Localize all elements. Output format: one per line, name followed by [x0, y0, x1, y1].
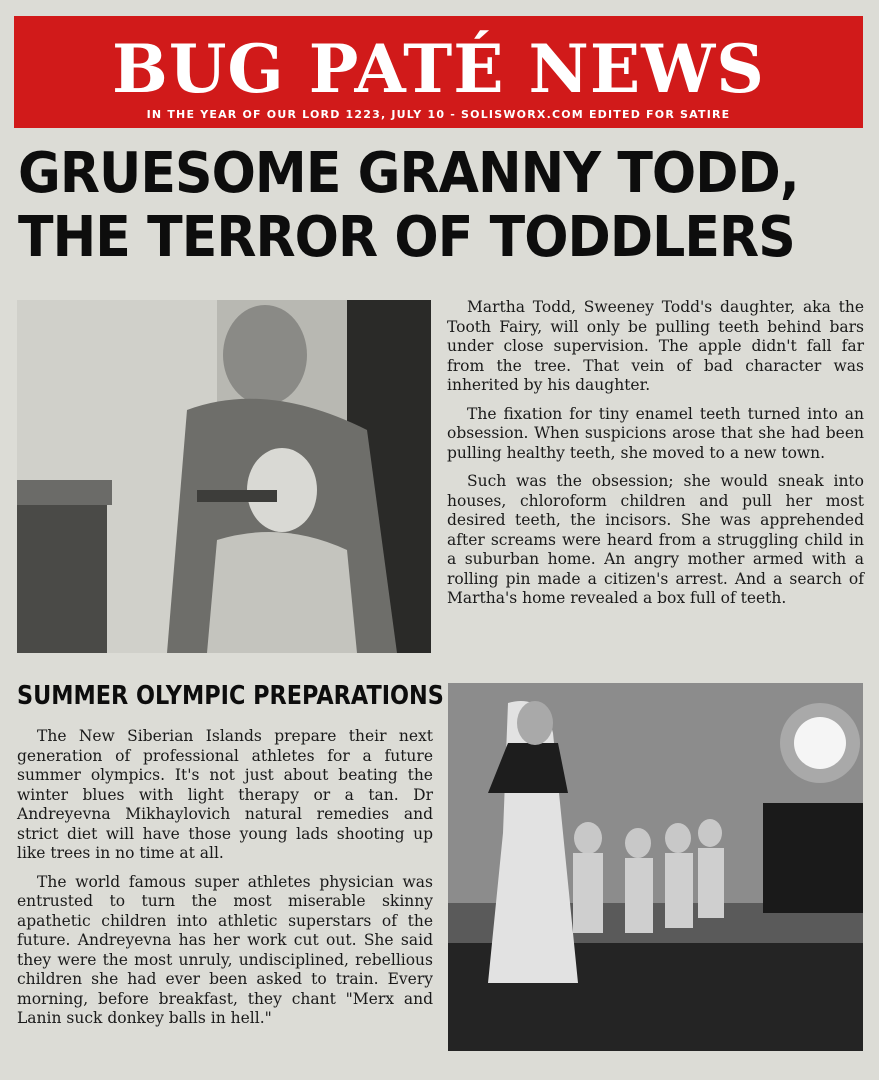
masthead [14, 16, 863, 128]
paragraph: Such was the obsession; she would sneak into houses, chloroform children and pull her most desired teeth, the incisors. She was apprehended after screams were heard from a struggling child in a suburban home. An angry mother armed with a rolling pin made a citizen's arrest. And a search of Martha's home revealed a box full of teeth. [447, 472, 864, 607]
article-granny-todd [447, 298, 864, 618]
main-headline: GRUESOME GRANNY TODD, THE TERROR OF TODDLERS [18, 141, 799, 270]
masthead-title: BUG PATÉ NEWS [112, 30, 765, 108]
granny-pulling-teeth-photo [17, 300, 431, 653]
paragraph: The New Siberian Islands prepare their next generation of professional athletes for a future summer olympics. It's not just about beating the winter blues with light therapy or a tan. Dr Andreyevna Mikhaylovich natural remedies and strict diet will have those young lads shooting up like trees in no time at all. [17, 727, 433, 862]
article-olympic-title: SUMMER OLYMPIC PREPARATIONS [17, 681, 444, 711]
light-therapy-children-photo [448, 683, 863, 1051]
paragraph: Martha Todd, Sweeney Todd's daughter, aka the Tooth Fairy, will only be pulling teeth behind bars under close supervision. The apple didn't fall far from the tree. That vein of bad character was inherited by his daughter. [447, 298, 864, 394]
paragraph: The world famous super athletes physician was entrusted to turn the most miserable skinny apathetic children into athletic superstars of the future. Andreyevna has her work cut out. She said they were the most unruly, undisciplined, rebellious children she had ever been asked to train. Every morning, before breakfast, they chant "Merx and Lanin suck donkey balls in hell." [17, 872, 433, 1027]
masthead-dateline: IN THE YEAR OF OUR LORD 1223, JULY 10 - SOLISWORX.COM EDITED FOR SATIRE [146, 108, 731, 121]
article-olympic [17, 727, 433, 1038]
paragraph: The fixation for tiny enamel teeth turned into an obsession. When suspicions arose that she had been pulling healthy teeth, she moved to a new town. [447, 404, 864, 462]
